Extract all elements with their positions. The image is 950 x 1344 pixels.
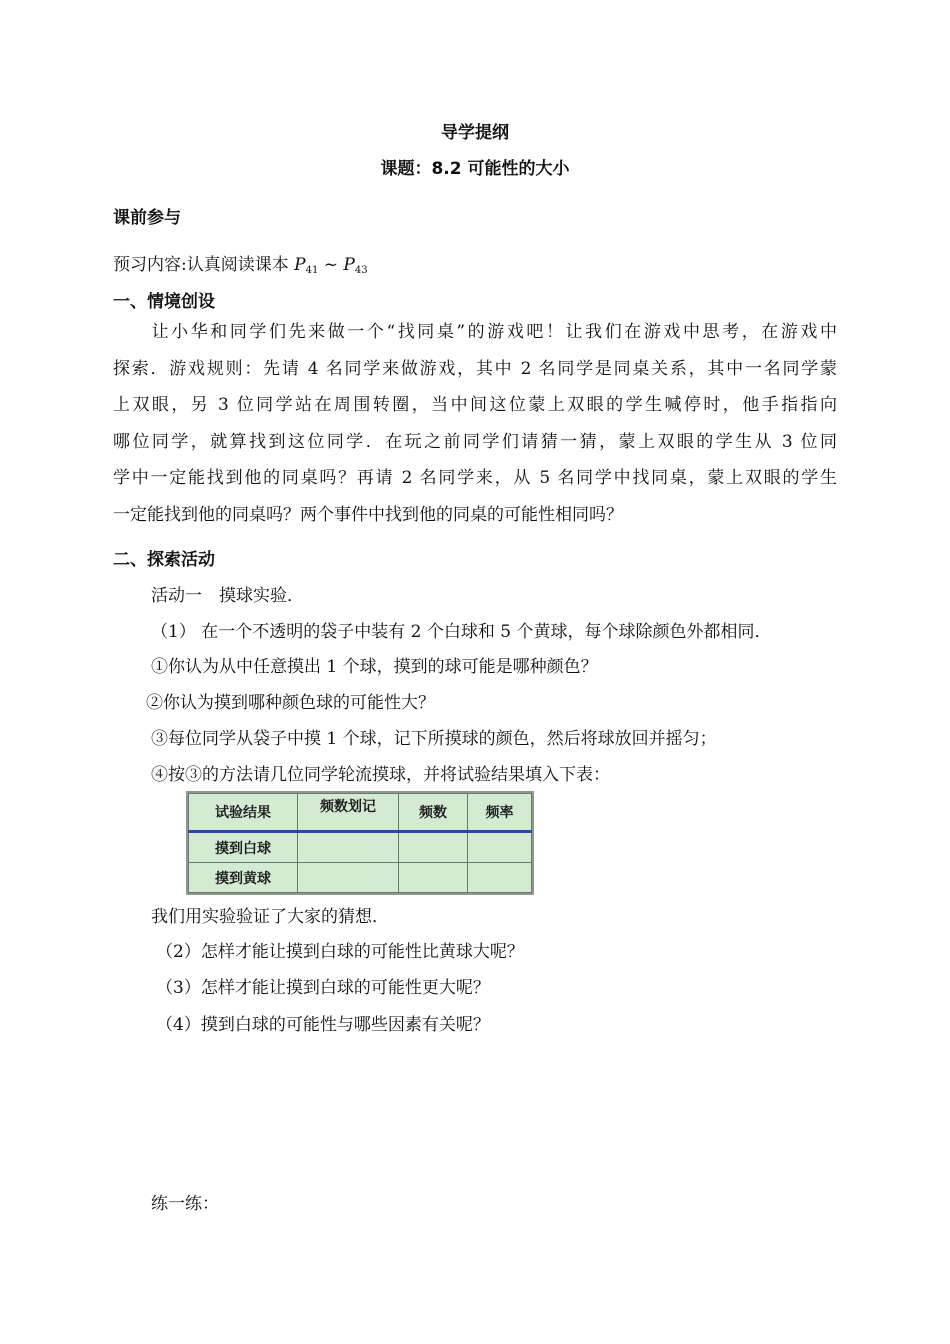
question-1-part-a: ①你认为从中任意摸出 1 个球，摸到的球可能是哪种颜色？ <box>151 657 598 677</box>
pre-class-heading: 课前参与 <box>113 208 181 228</box>
question-4: （4）摸到白球的可能性与哪些因素有关呢？ <box>156 1015 490 1035</box>
scenario-line-6: 一定能找到他的同桌吗？两个事件中找到他的同桌的可能性相同吗？ <box>113 504 623 525</box>
question-3: （3）怎样才能让摸到白球的可能性更大呢？ <box>156 978 490 998</box>
preview-content <box>113 250 368 276</box>
header-frequency-rate: 频率 <box>468 794 532 832</box>
preview-label: 预习内容:认真阅读课本 <box>113 255 289 275</box>
scenario-line-5: 学中一定能找到他的同桌吗？再请 2 名同学来，从 5 名同学中找同桌，蒙上双眼的学生 <box>113 468 837 488</box>
activity-one: 活动一 摸球实验． <box>151 586 304 606</box>
table-row <box>189 832 532 863</box>
scenario-line-2: 探索．游戏规则：先请 4 名同学来做游戏，其中 2 名同学是同桌关系，其中一名同学蒙 <box>113 358 837 379</box>
question-2: （2）怎样才能让摸到白球的可能性比黄球大呢？ <box>156 942 524 962</box>
header-tally: 频数划记 <box>298 794 399 832</box>
table-row <box>189 863 532 893</box>
scenario-line-3: 上双眼，另 3 位同学站在周围转圈，当中间这位蒙上双眼的学生喊停时，他手指指向 <box>113 395 837 415</box>
page-from-symbol: P <box>294 255 306 275</box>
cell-white-tally[interactable] <box>298 832 399 863</box>
scenario-line-4: 哪位同学，就算找到这位同学．在玩之前同学们请猜一猜，蒙上双眼的学生从 3 位同 <box>113 431 837 452</box>
result-table-frame <box>186 791 534 895</box>
header-result: 试验结果 <box>189 794 298 832</box>
cell-white-count[interactable] <box>399 832 468 863</box>
lesson-subtitle: 课题：8.2 可能性的大小 <box>380 159 570 179</box>
doc-title: 导学提纲 <box>441 123 509 143</box>
table-header-row <box>189 794 532 832</box>
result-table <box>188 793 532 893</box>
cell-yellow-rate[interactable] <box>468 863 532 893</box>
page-to-number: 43 <box>354 265 368 276</box>
cell-yellow-tally[interactable] <box>298 863 399 893</box>
section2-heading: 二、探索活动 <box>113 550 215 570</box>
verify-statement: 我们用实验验证了大家的猜想． <box>151 907 389 927</box>
row-label-yellow: 摸到黄球 <box>189 863 298 893</box>
question-1-part-b: ②你认为摸到哪种颜色球的可能性大？ <box>146 693 435 713</box>
cell-yellow-count[interactable] <box>399 863 468 893</box>
header-frequency-count: 频数 <box>399 794 468 832</box>
scenario-line-1: 让小华和同学们先来做一个“找同桌”的游戏吧！让我们在游戏中思考，在游戏中 <box>149 322 837 342</box>
practice-label: 练一练： <box>151 1194 219 1214</box>
row-label-white: 摸到白球 <box>189 832 298 863</box>
scenario-paragraph <box>113 314 837 533</box>
question-1: （1） 在一个不透明的袋子中装有 2 个白球和 5 个黄球，每个球除颜色外都相同． <box>151 622 772 642</box>
question-1-part-d: ④按③的方法请几位同学轮流摸球，并将试验结果填入下表： <box>151 765 610 785</box>
question-1-part-c: ③每位同学从袋子中摸 1 个球，记下所摸球的颜色，然后将球放回并摇匀； <box>151 729 717 749</box>
page-to-symbol: P <box>343 255 355 275</box>
page-from-number: 41 <box>305 265 319 276</box>
cell-white-rate[interactable] <box>468 832 532 863</box>
page-range-separator: ~ <box>318 255 344 275</box>
section1-heading: 一、情境创设 <box>113 292 215 312</box>
